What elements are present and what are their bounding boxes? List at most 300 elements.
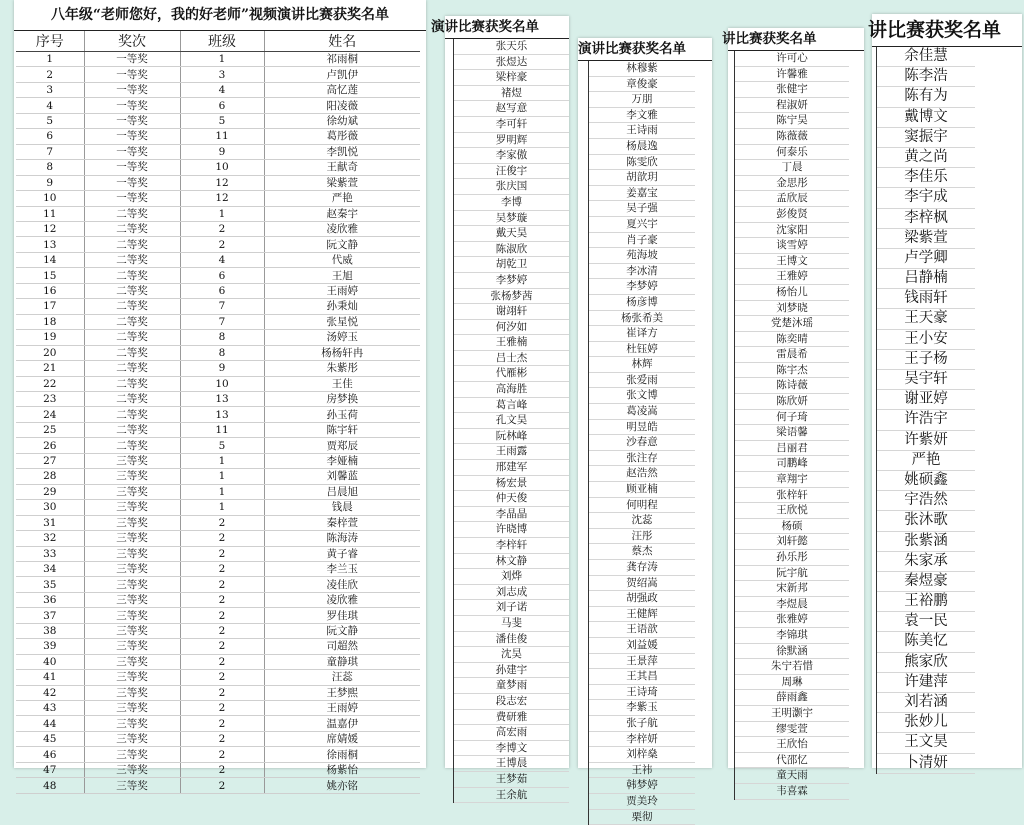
list-item: 李家傲 bbox=[454, 148, 569, 164]
row-index: 4 bbox=[16, 98, 84, 113]
list-item: 张煜达 bbox=[454, 55, 569, 71]
name-list bbox=[453, 39, 569, 803]
row-index: 10 bbox=[16, 191, 84, 206]
list-item: 张文博 bbox=[589, 388, 695, 404]
list-item: 李梓妍 bbox=[589, 732, 695, 748]
list-item: 梁语馨 bbox=[735, 425, 849, 441]
row-award: 三等奖 bbox=[84, 639, 180, 654]
table-row bbox=[16, 608, 420, 623]
row-award: 二等奖 bbox=[84, 376, 180, 391]
table-row bbox=[16, 237, 420, 252]
list-item: 姚硕鑫 bbox=[877, 471, 975, 491]
list-item: 王欣悦 bbox=[735, 503, 849, 519]
row-award: 一等奖 bbox=[84, 175, 180, 190]
row-name: 汪蕊 bbox=[264, 670, 420, 685]
list-item: 沈家阳 bbox=[735, 223, 849, 239]
row-index: 32 bbox=[16, 531, 84, 546]
list-item: 许紫妍 bbox=[877, 431, 975, 451]
row-class: 9 bbox=[180, 361, 264, 376]
list-item: 陈美忆 bbox=[877, 632, 975, 652]
list-item: 王健辉 bbox=[589, 607, 695, 623]
list-item: 何明程 bbox=[589, 498, 695, 514]
list-item: 王景萍 bbox=[589, 654, 695, 670]
list-item: 陈宁昊 bbox=[735, 113, 849, 129]
row-name: 房梦换 bbox=[264, 391, 420, 406]
row-index: 25 bbox=[16, 422, 84, 437]
list-item: 宋新邦 bbox=[735, 581, 849, 597]
table-row bbox=[16, 577, 420, 592]
row-index: 24 bbox=[16, 407, 84, 422]
row-award: 三等奖 bbox=[84, 453, 180, 468]
row-name: 吕晨旭 bbox=[264, 484, 420, 499]
list-item: 姜嘉宝 bbox=[589, 186, 695, 202]
list-item: 何汐如 bbox=[454, 320, 569, 336]
row-class: 8 bbox=[180, 345, 264, 360]
row-name: 王梦熙 bbox=[264, 685, 420, 700]
list-item: 梁紫萱 bbox=[877, 229, 975, 249]
row-name: 阳凌薇 bbox=[264, 98, 420, 113]
list-item: 薛雨鑫 bbox=[735, 690, 849, 706]
row-class: 5 bbox=[180, 113, 264, 128]
table-row bbox=[16, 314, 420, 329]
list-item: 代雁彬 bbox=[454, 366, 569, 382]
row-class: 1 bbox=[180, 469, 264, 484]
row-index: 48 bbox=[16, 778, 84, 793]
list-item: 李梦婷 bbox=[454, 273, 569, 289]
row-index: 31 bbox=[16, 515, 84, 530]
table-row bbox=[16, 113, 420, 128]
list-item: 彭俊贤 bbox=[735, 207, 849, 223]
list-item: 余佳慧 bbox=[877, 47, 975, 67]
list-item: 贾美玲 bbox=[589, 794, 695, 810]
list-item: 李锦琪 bbox=[735, 628, 849, 644]
row-index: 47 bbox=[16, 762, 84, 777]
list-item: 阮林峰 bbox=[454, 429, 569, 445]
row-class: 6 bbox=[180, 268, 264, 283]
list-item: 陈薇薇 bbox=[735, 129, 849, 145]
row-award: 三等奖 bbox=[84, 577, 180, 592]
list-item: 沈昊 bbox=[454, 647, 569, 663]
list-item: 孟欣辰 bbox=[735, 191, 849, 207]
list-item: 丁晨 bbox=[735, 160, 849, 176]
row-class: 10 bbox=[180, 376, 264, 391]
row-award: 三等奖 bbox=[84, 531, 180, 546]
list-item: 张杨梦茜 bbox=[454, 289, 569, 305]
list-item: 葛凌嵩 bbox=[589, 404, 695, 420]
list-item: 孙乐彤 bbox=[735, 550, 849, 566]
table-row bbox=[16, 515, 420, 530]
row-award: 三等奖 bbox=[84, 685, 180, 700]
list-item: 刘子诺 bbox=[454, 600, 569, 616]
table-row bbox=[16, 438, 420, 453]
list-item: 卜清妍 bbox=[877, 754, 975, 774]
table-row bbox=[16, 546, 420, 561]
row-name: 凌佳欣 bbox=[264, 577, 420, 592]
list-item: 李冰清 bbox=[589, 264, 695, 280]
row-name: 孙秉灿 bbox=[264, 299, 420, 314]
row-index: 20 bbox=[16, 345, 84, 360]
row-name: 阮文静 bbox=[264, 623, 420, 638]
list-item: 刘益媛 bbox=[589, 638, 695, 654]
row-name: 杨杨轩冉 bbox=[264, 345, 420, 360]
list-item: 陈李浩 bbox=[877, 67, 975, 87]
list-item: 明昱皓 bbox=[589, 420, 695, 436]
row-index: 15 bbox=[16, 268, 84, 283]
list-item: 张沐歌 bbox=[877, 511, 975, 531]
list-item: 许建萍 bbox=[877, 673, 975, 693]
row-name: 王雨婷 bbox=[264, 283, 420, 298]
row-award: 二等奖 bbox=[84, 283, 180, 298]
table-row bbox=[16, 469, 420, 484]
list-item: 肖子豪 bbox=[589, 233, 695, 249]
row-index: 42 bbox=[16, 685, 84, 700]
row-award: 一等奖 bbox=[84, 113, 180, 128]
row-award: 三等奖 bbox=[84, 716, 180, 731]
award-sheet-4 bbox=[728, 28, 864, 768]
list-item: 汪俊宇 bbox=[454, 164, 569, 180]
list-item: 谢亚婷 bbox=[877, 390, 975, 410]
row-name: 张星悦 bbox=[264, 314, 420, 329]
list-item: 吴子强 bbox=[589, 201, 695, 217]
row-award: 一等奖 bbox=[84, 160, 180, 175]
list-item: 万朋 bbox=[589, 92, 695, 108]
row-award: 二等奖 bbox=[84, 252, 180, 267]
table-row bbox=[16, 376, 420, 391]
row-award: 二等奖 bbox=[84, 407, 180, 422]
row-name: 凌欣雅 bbox=[264, 592, 420, 607]
row-award: 三等奖 bbox=[84, 546, 180, 561]
row-award: 三等奖 bbox=[84, 747, 180, 762]
table-row bbox=[16, 778, 420, 793]
row-index: 37 bbox=[16, 608, 84, 623]
row-award: 三等奖 bbox=[84, 469, 180, 484]
list-item: 王诗雨 bbox=[589, 123, 695, 139]
row-class: 1 bbox=[180, 453, 264, 468]
list-item: 程淑妍 bbox=[735, 98, 849, 114]
list-item: 赵浩然 bbox=[589, 466, 695, 482]
row-index: 17 bbox=[16, 299, 84, 314]
row-class: 2 bbox=[180, 747, 264, 762]
list-item: 许馨雅 bbox=[735, 67, 849, 83]
row-name: 温嘉伊 bbox=[264, 716, 420, 731]
row-index: 43 bbox=[16, 701, 84, 716]
row-index: 39 bbox=[16, 639, 84, 654]
row-index: 9 bbox=[16, 175, 84, 190]
list-item: 张紫涵 bbox=[877, 532, 975, 552]
row-class: 11 bbox=[180, 422, 264, 437]
row-award: 一等奖 bbox=[84, 129, 180, 144]
list-item: 吕士杰 bbox=[454, 351, 569, 367]
list-item: 张注存 bbox=[589, 451, 695, 467]
list-item: 王祎 bbox=[589, 763, 695, 779]
list-item: 杨晨逸 bbox=[589, 139, 695, 155]
row-award: 一等奖 bbox=[84, 98, 180, 113]
list-item: 严艳 bbox=[877, 451, 975, 471]
row-award: 二等奖 bbox=[84, 391, 180, 406]
list-item: 童天雨 bbox=[735, 768, 849, 784]
row-index: 36 bbox=[16, 592, 84, 607]
list-item: 吴梦璇 bbox=[454, 211, 569, 227]
col-header-award: 奖次 bbox=[84, 31, 180, 52]
row-class: 1 bbox=[180, 500, 264, 515]
list-item: 贺绍嵩 bbox=[589, 576, 695, 592]
row-class: 7 bbox=[180, 314, 264, 329]
row-class: 13 bbox=[180, 391, 264, 406]
list-item: 龚存涛 bbox=[589, 560, 695, 576]
list-item: 窦振宇 bbox=[877, 128, 975, 148]
row-award: 一等奖 bbox=[84, 191, 180, 206]
list-item: 韦喜霖 bbox=[735, 784, 849, 800]
table-row bbox=[16, 623, 420, 638]
row-class: 11 bbox=[180, 129, 264, 144]
list-item: 王文昊 bbox=[877, 733, 975, 753]
list-item: 刘若涵 bbox=[877, 693, 975, 713]
table-row bbox=[16, 500, 420, 515]
list-item: 阮宇航 bbox=[735, 566, 849, 582]
list-item: 杨张希美 bbox=[589, 311, 695, 327]
row-name: 童静琪 bbox=[264, 654, 420, 669]
sheet-title: 讲比赛获奖名单 bbox=[872, 14, 1022, 47]
list-item: 高宏雨 bbox=[454, 725, 569, 741]
row-award: 三等奖 bbox=[84, 561, 180, 576]
list-item: 童梦雨 bbox=[454, 678, 569, 694]
award-table bbox=[16, 31, 420, 794]
row-class: 12 bbox=[180, 175, 264, 190]
table-row bbox=[16, 361, 420, 376]
list-item: 王小安 bbox=[877, 330, 975, 350]
row-name: 黄子睿 bbox=[264, 546, 420, 561]
row-name: 司超然 bbox=[264, 639, 420, 654]
row-name: 祁雨桐 bbox=[264, 52, 420, 67]
row-index: 2 bbox=[16, 67, 84, 82]
row-index: 3 bbox=[16, 82, 84, 97]
list-item: 杨硕 bbox=[735, 519, 849, 535]
list-item: 陈雯欣 bbox=[589, 155, 695, 171]
row-award: 一等奖 bbox=[84, 144, 180, 159]
row-name: 李娅楠 bbox=[264, 453, 420, 468]
table-row bbox=[16, 221, 420, 236]
row-award: 二等奖 bbox=[84, 299, 180, 314]
row-class: 2 bbox=[180, 515, 264, 530]
row-class: 1 bbox=[180, 484, 264, 499]
row-class: 2 bbox=[180, 762, 264, 777]
list-item: 谢翊轩 bbox=[454, 304, 569, 320]
row-name: 孙玉荷 bbox=[264, 407, 420, 422]
list-item: 张梓轩 bbox=[735, 488, 849, 504]
col-header-name: 姓名 bbox=[264, 31, 420, 52]
col-header-class: 班级 bbox=[180, 31, 264, 52]
row-class: 4 bbox=[180, 252, 264, 267]
table-row bbox=[16, 484, 420, 499]
table-row bbox=[16, 144, 420, 159]
list-item: 崔译方 bbox=[589, 326, 695, 342]
row-class: 3 bbox=[180, 67, 264, 82]
list-item: 马斐 bbox=[454, 616, 569, 632]
row-name: 汤婷玉 bbox=[264, 330, 420, 345]
award-sheet-5 bbox=[872, 14, 1022, 768]
list-item: 段志宏 bbox=[454, 694, 569, 710]
table-row bbox=[16, 407, 420, 422]
list-item: 李宇成 bbox=[877, 188, 975, 208]
list-item: 代邵忆 bbox=[735, 753, 849, 769]
list-item: 王裕鹏 bbox=[877, 592, 975, 612]
list-item: 褚煜 bbox=[454, 86, 569, 102]
list-item: 王诗琦 bbox=[589, 685, 695, 701]
row-index: 14 bbox=[16, 252, 84, 267]
list-item: 栗彻 bbox=[589, 810, 695, 825]
list-item: 徐默涵 bbox=[735, 644, 849, 660]
row-class: 9 bbox=[180, 144, 264, 159]
sheet-title: 演讲比赛获奖名单 bbox=[445, 16, 569, 39]
list-item: 张庆国 bbox=[454, 179, 569, 195]
name-list bbox=[876, 47, 975, 774]
list-item: 陈诗薇 bbox=[735, 378, 849, 394]
table-row bbox=[16, 670, 420, 685]
table-row bbox=[16, 654, 420, 669]
list-item: 林穆紫 bbox=[589, 61, 695, 77]
row-index: 8 bbox=[16, 160, 84, 175]
list-item: 潘佳俊 bbox=[454, 632, 569, 648]
row-class: 13 bbox=[180, 407, 264, 422]
row-class: 5 bbox=[180, 438, 264, 453]
row-class: 2 bbox=[180, 670, 264, 685]
row-index: 19 bbox=[16, 330, 84, 345]
table-row bbox=[16, 685, 420, 700]
table-row bbox=[16, 98, 420, 113]
list-item: 雷晨希 bbox=[735, 347, 849, 363]
row-index: 28 bbox=[16, 469, 84, 484]
list-item: 王雨露 bbox=[454, 444, 569, 460]
row-name: 贾郑辰 bbox=[264, 438, 420, 453]
list-item: 戴天昊 bbox=[454, 226, 569, 242]
row-award: 三等奖 bbox=[84, 608, 180, 623]
row-award: 三等奖 bbox=[84, 778, 180, 793]
list-item: 谈雪婷 bbox=[735, 238, 849, 254]
row-index: 22 bbox=[16, 376, 84, 391]
row-index: 12 bbox=[16, 221, 84, 236]
row-name: 王佳 bbox=[264, 376, 420, 391]
list-item: 刘烨 bbox=[454, 569, 569, 585]
row-index: 33 bbox=[16, 546, 84, 561]
list-item: 陈宇杰 bbox=[735, 363, 849, 379]
list-item: 沙春意 bbox=[589, 435, 695, 451]
list-item: 胡乾卫 bbox=[454, 257, 569, 273]
table-row bbox=[16, 283, 420, 298]
list-item: 胡强政 bbox=[589, 591, 695, 607]
row-name: 代威 bbox=[264, 252, 420, 267]
table-row bbox=[16, 561, 420, 576]
row-award: 三等奖 bbox=[84, 654, 180, 669]
row-name: 葛彤薇 bbox=[264, 129, 420, 144]
row-index: 11 bbox=[16, 206, 84, 221]
award-sheet-3 bbox=[578, 38, 712, 768]
list-item: 李文雅 bbox=[589, 108, 695, 124]
list-item: 王梦茹 bbox=[454, 772, 569, 788]
row-name: 卢凯伊 bbox=[264, 67, 420, 82]
row-name: 赵秦宇 bbox=[264, 206, 420, 221]
row-name: 王旭 bbox=[264, 268, 420, 283]
list-item: 许可心 bbox=[735, 51, 849, 67]
list-item: 李梓轩 bbox=[454, 538, 569, 554]
list-item: 孙建宇 bbox=[454, 663, 569, 679]
row-name: 姚亦铭 bbox=[264, 778, 420, 793]
table-row bbox=[16, 191, 420, 206]
row-name: 严艳 bbox=[264, 191, 420, 206]
row-class: 2 bbox=[180, 592, 264, 607]
table-row bbox=[16, 453, 420, 468]
row-class: 2 bbox=[180, 546, 264, 561]
row-class: 8 bbox=[180, 330, 264, 345]
list-item: 陈淑欣 bbox=[454, 242, 569, 258]
list-item: 刘轩懿 bbox=[735, 534, 849, 550]
list-item: 陈欣妍 bbox=[735, 394, 849, 410]
row-name: 阮文静 bbox=[264, 237, 420, 252]
row-award: 三等奖 bbox=[84, 592, 180, 607]
list-item: 李可轩 bbox=[454, 117, 569, 133]
list-item: 戴博文 bbox=[877, 108, 975, 128]
row-class: 2 bbox=[180, 531, 264, 546]
sheet-title: 讲比赛获奖名单 bbox=[728, 28, 864, 51]
table-row bbox=[16, 345, 420, 360]
list-item: 李梦婷 bbox=[589, 279, 695, 295]
row-name: 罗佳琪 bbox=[264, 608, 420, 623]
row-name: 王献奇 bbox=[264, 160, 420, 175]
row-class: 2 bbox=[180, 237, 264, 252]
row-award: 二等奖 bbox=[84, 237, 180, 252]
row-award: 二等奖 bbox=[84, 330, 180, 345]
list-item: 钱雨轩 bbox=[877, 289, 975, 309]
row-class: 2 bbox=[180, 685, 264, 700]
list-item: 王雅楠 bbox=[454, 335, 569, 351]
row-name: 陈宇轩 bbox=[264, 422, 420, 437]
list-item: 李梓枫 bbox=[877, 209, 975, 229]
list-item: 李紫玉 bbox=[589, 700, 695, 716]
row-name: 梁紫萱 bbox=[264, 175, 420, 190]
row-award: 二等奖 bbox=[84, 361, 180, 376]
row-award: 三等奖 bbox=[84, 484, 180, 499]
list-item: 司鹏峰 bbox=[735, 456, 849, 472]
list-item: 陈有为 bbox=[877, 87, 975, 107]
row-award: 三等奖 bbox=[84, 762, 180, 777]
list-item: 王其昌 bbox=[589, 669, 695, 685]
list-item: 章翔宇 bbox=[735, 472, 849, 488]
row-class: 12 bbox=[180, 191, 264, 206]
list-item: 王子杨 bbox=[877, 350, 975, 370]
row-index: 30 bbox=[16, 500, 84, 515]
row-award: 二等奖 bbox=[84, 345, 180, 360]
list-item: 顾亚楠 bbox=[589, 482, 695, 498]
row-award: 一等奖 bbox=[84, 82, 180, 97]
list-item: 王博文 bbox=[735, 254, 849, 270]
row-class: 2 bbox=[180, 716, 264, 731]
list-item: 李煜晨 bbox=[735, 597, 849, 613]
row-name: 朱紫彤 bbox=[264, 361, 420, 376]
row-index: 40 bbox=[16, 654, 84, 669]
list-item: 何泰乐 bbox=[735, 145, 849, 161]
row-class: 7 bbox=[180, 299, 264, 314]
list-item: 吴宇轩 bbox=[877, 370, 975, 390]
table-row bbox=[16, 716, 420, 731]
list-item: 许晓博 bbox=[454, 522, 569, 538]
row-index: 44 bbox=[16, 716, 84, 731]
row-class: 2 bbox=[180, 639, 264, 654]
row-class: 2 bbox=[180, 731, 264, 746]
table-row bbox=[16, 52, 420, 67]
list-item: 刘梓燊 bbox=[589, 747, 695, 763]
list-item: 李博文 bbox=[454, 741, 569, 757]
list-item: 韩梦婷 bbox=[589, 778, 695, 794]
list-item: 许浩宇 bbox=[877, 410, 975, 430]
